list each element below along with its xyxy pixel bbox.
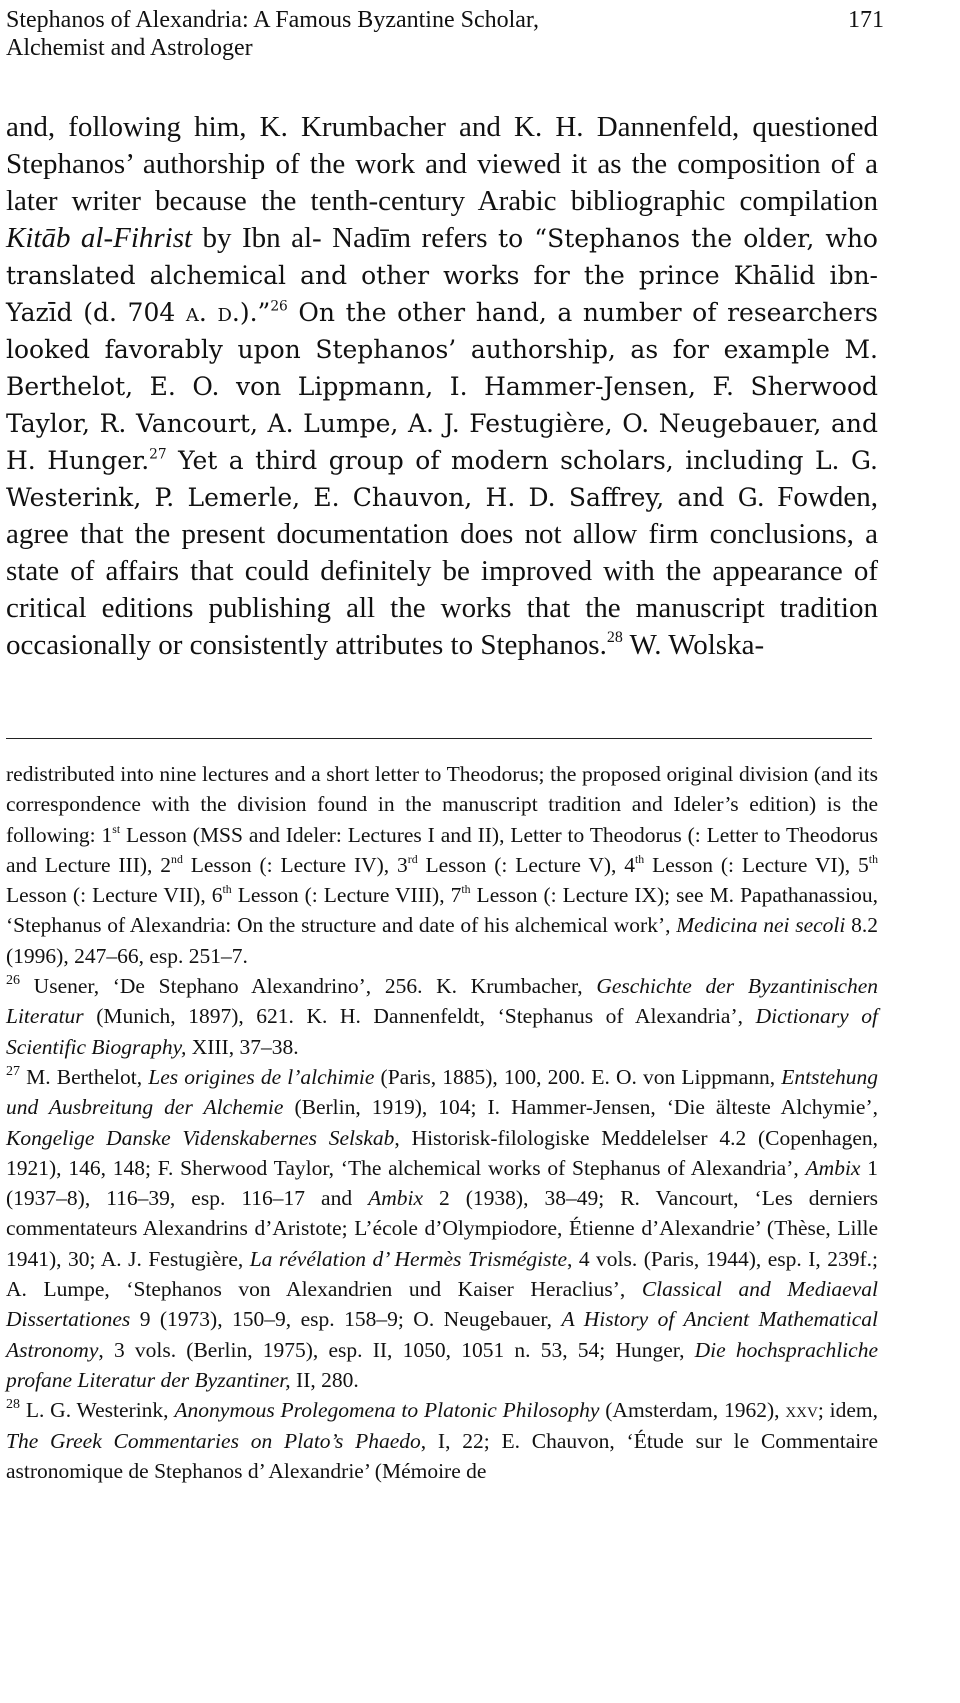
fn27-text-5: 1 (1937–8), 116–39, esp. 116–17 and	[6, 1155, 879, 1211]
fn-cont-text-8: Lesson (: Lecture IX); see M. Papathanassiou, ‘Stephanus of Alexandria: On the structure and date of his alchemical work’,	[6, 883, 879, 938]
fn27-italic-5: Ambix	[368, 1186, 424, 1211]
fn27-italic-4: Ambix	[805, 1155, 861, 1180]
body-segment-2: by Ibn al- Nadīm refers	[192, 222, 488, 254]
footnote-number-27: 27	[6, 1063, 20, 1079]
fn-cont-text-4: Lesson (: Lecture V), 4	[417, 852, 636, 877]
fn28-text-2: (Amsterdam, 1962),	[599, 1398, 786, 1423]
fn27-text-4: , Historisk-filologiske Meddelelser 4.2 (Copenhagen, 1921), 146, 148; F. Sherwood Taylor, ‘The alchemical works of Stephanus of Alexandria’,	[6, 1125, 878, 1180]
footnote-ref-27: 27	[149, 446, 167, 463]
running-title	[6, 6, 706, 62]
fn27-text-6: 2 (1938), 38–49; R. Vancourt, ‘Les derniers commentateurs Alexandrins d’Aristote; L’école d’Olympiodore, Étienne d’Alexandrie’ (Thèse, Lille 1941), 30; A. J. Festugière,	[6, 1186, 878, 1271]
footnote-27	[6, 1062, 878, 1395]
fn-cont-sup-1: st	[112, 821, 121, 836]
body-segment-7: W. Wolska-	[622, 629, 765, 661]
fn27-italic-9: Die hochsprachliche profane Literatur der Byzantiner,	[6, 1337, 878, 1392]
body-segment-3-text: to “Stephanos the older, who translated alchemical and other works for the prince Khālid ibn-Yazīd (d. 704	[6, 224, 878, 327]
footnote-ref-28: 28	[606, 629, 623, 647]
fn26-text-2: (Munich, 1897), 621. K. H. Dannenfeldt, ‘Stephanus of Alexandria’,	[83, 1004, 756, 1029]
page-number: 171	[848, 7, 884, 33]
body-segment-5: Yet a third group of modern scholars, including L. G. Westerink, P. Lemerle, E. Chauvon, H. D. Saffrey, and G.	[6, 446, 878, 512]
fn-cont-sup-3: rd	[407, 852, 418, 867]
fn26-text-1: Usener, ‘De Stephano Alexandrino’, 256. K. Krumbacher,	[20, 974, 597, 999]
fn-cont-text-5: Lesson (: Lecture VI), 5	[644, 852, 869, 877]
footnote-28	[6, 1395, 878, 1486]
fn26-text-3: XIII, 37–38.	[186, 1034, 299, 1059]
main-paragraph	[6, 109, 878, 664]
fn-cont-sup-4: th	[635, 852, 645, 867]
fn26-italic-1: Geschichte der Byzantinischen Literatur	[6, 974, 879, 1029]
fn28-italic-2: The Greek Commentaries on Plato’s Phaedo	[6, 1428, 421, 1453]
footnote-separator	[6, 738, 872, 739]
fn-cont-sup-2: nd	[171, 852, 183, 867]
fn28-text-1: L. G. Westerink,	[20, 1398, 175, 1423]
body-segment-6: Fowden, agree that the present documentation does not allow firm conclusions, a state of affairs that could definitely be improved with the appearance of critical editions publishing all the works that the manuscript tradition occasionally or consistently attributes to Stephanos.	[6, 481, 878, 661]
fn27-text-10: II, 280.	[290, 1367, 359, 1392]
fn28-text-4: , I, 22; E. Chauvon, ‘Étude sur le Commentaire astronomique de Stephanos d’ Alexandrie’ (Mémoire de	[6, 1428, 878, 1483]
body-segment-3	[6, 224, 878, 512]
body-segment-1: and, following him, K. Krumbacher and K. H. Dannenfeld, questioned Stephanos’ authorship of the work and viewed it as the composition of a later writer because the tenth-century Arabic bibliographic compilation	[6, 111, 878, 217]
fn-cont-text-2: Lesson (MSS and Ideler: Lectures I and II), Letter to Theodorus (: Letter to Theodorus and Lecture III), 2	[6, 822, 878, 877]
fn-cont-text-1: redistributed into nine lectures and a short letter to Theodorus; the proposed original division (and its correspondence with the division found in the manuscript tradition and Ideler’s edition) is the following: 1	[6, 762, 878, 847]
fn27-text-1: M. Berthelot,	[20, 1064, 149, 1089]
footnote-26	[6, 971, 878, 1062]
body-segment-3-end: ).”	[239, 298, 271, 327]
fn27-italic-7: Classical and Mediaeval Dissertationes	[6, 1277, 878, 1332]
fn-cont-sup-5: th	[868, 852, 878, 867]
fn-cont-text-9: 8.2 (1996), 247–66, esp. 251–7.	[6, 913, 879, 968]
fn26-italic-2: Dictionary of Scientific Biography,	[6, 1004, 878, 1059]
fn28-italic-1: Anonymous Prolegomena to Platonic Philosophy	[174, 1398, 600, 1423]
fn-cont-text-3: Lesson (: Lecture IV), 3	[182, 852, 408, 877]
fn27-text-2: (Paris, 1885), 100, 200. E. O. von Lippmann,	[374, 1064, 782, 1089]
fn-cont-text-6: Lesson (: Lecture VII), 6	[6, 883, 223, 908]
fn27-text-8: 9 (1973), 150–9, esp. 158–9; O. Neugebauer,	[130, 1307, 562, 1332]
footnote-number-28: 28	[6, 1397, 20, 1413]
body-segment-4: On the other hand, a number of researchers looked favorably upon Stephanos’ authorship, as for example M. Berthelot, E. O. von Lippmann, I. Hammer-Jensen, F. Sherwood Taylor, R. Vancourt, A. Lumpe, A. J. Festugière, O. Neugebauer, and H. Hunger.	[6, 298, 878, 475]
footnote-continued	[6, 759, 878, 971]
footnotes	[6, 759, 878, 1486]
footnote-number-26: 26	[6, 973, 20, 989]
running-title-line-1: Stephanos of Alexandria: A Famous Byzantine Scholar,	[6, 7, 539, 33]
footnote-ref-26: 26	[270, 298, 288, 315]
fn27-italic-2: Entstehung und Ausbreitung der Alchemie	[6, 1064, 878, 1120]
fn27-text-9: , 3 vols. (Berlin, 1975), esp. II, 1050, 1051 n. 53, 54; Hunger,	[98, 1337, 695, 1362]
fn27-italic-3: Kongelige Danske Videnskabernes Selskab	[6, 1125, 395, 1150]
fn28-roman-numeral: xxv	[785, 1398, 818, 1423]
title-kitab-al-fihrist: Kitāb al-Fihrist	[6, 222, 193, 254]
fn27-text-3: (Berlin, 1919), 104; I. Hammer-Jensen, ‘Die älteste Alchymie’,	[283, 1095, 878, 1120]
fn-cont-italic-1: Medicina nei secoli	[676, 913, 846, 938]
fn28-text-3: ; idem,	[817, 1398, 879, 1423]
era-abbreviation: a. d.	[185, 298, 240, 327]
running-title-line-2: Alchemist and Astrologer	[6, 35, 253, 61]
fn27-italic-1: Les origines de l’alchimie	[148, 1064, 375, 1089]
fn-cont-sup-7: th	[461, 882, 471, 897]
fn-cont-text-7: Lesson (: Lecture VIII), 7	[231, 883, 462, 908]
fn27-italic-8: A History of Ancient Mathematical Astronomy	[6, 1307, 878, 1362]
fn27-italic-6: La révélation d’ Hermès Trismégiste	[249, 1246, 567, 1271]
fn-cont-sup-6: th	[222, 882, 232, 897]
fn27-text-7: , 4 vols. (Paris, 1944), esp. I, 239f.; A. Lumpe, ‘Stephanos von Alexandrien und Kaiser Heraclius’,	[6, 1246, 878, 1302]
